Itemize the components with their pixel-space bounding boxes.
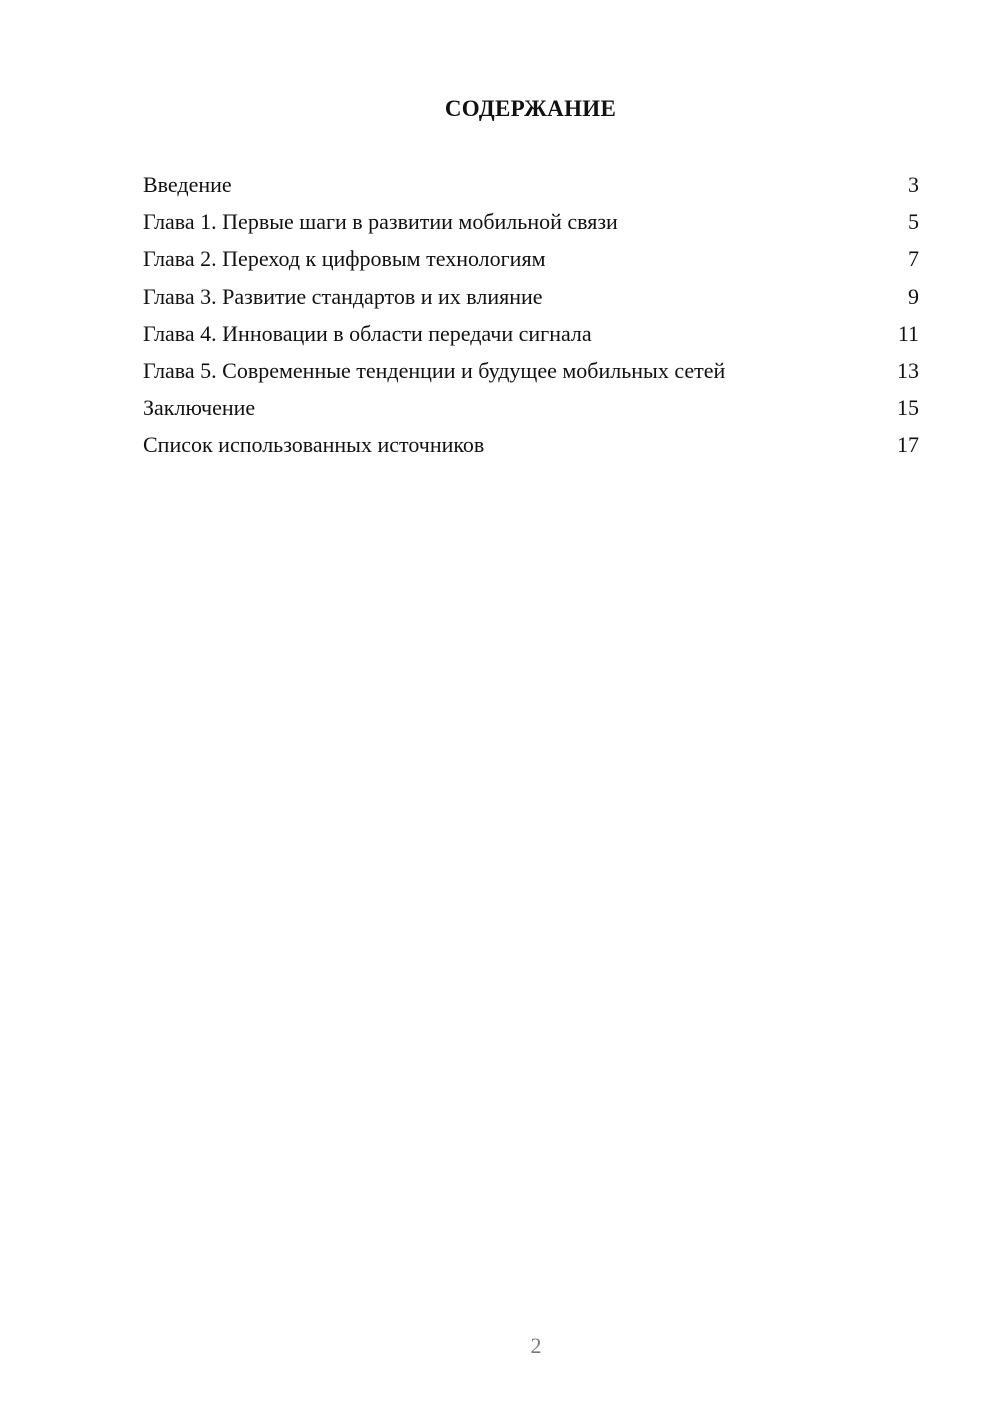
toc-title-container bbox=[143, 96, 918, 122]
table-of-contents bbox=[143, 170, 919, 468]
toc-entry-page: 11 bbox=[897, 320, 919, 346]
toc-entry-page: 17 bbox=[897, 432, 919, 458]
toc-entry-conclusion bbox=[143, 393, 919, 430]
toc-entry-references bbox=[143, 430, 919, 467]
toc-entry-label: Глава 5. Современные тенденции и будущее мобильных сетей bbox=[143, 357, 726, 383]
toc-entry-label: Список использованных источников bbox=[143, 432, 485, 458]
toc-entry-introduction bbox=[143, 170, 919, 207]
toc-entry-label: Глава 1. Первые шаги в развитии мобильной связи bbox=[143, 209, 618, 235]
toc-entry-chapter-5 bbox=[143, 356, 919, 393]
toc-entry-page: 13 bbox=[897, 357, 919, 383]
toc-entry-page: 3 bbox=[908, 172, 919, 197]
toc-entry-chapter-3 bbox=[143, 282, 919, 319]
toc-entry-label: Введение bbox=[143, 172, 232, 197]
toc-entry-page: 15 bbox=[897, 395, 919, 421]
toc-entry-page: 5 bbox=[908, 209, 919, 235]
toc-entry-label: Глава 2. Переход к цифровым технологиям bbox=[143, 246, 546, 272]
toc-title: СОДЕРЖАНИЕ bbox=[444, 96, 617, 121]
toc-entry-label: Заключение bbox=[143, 395, 256, 421]
toc-entry-label: Глава 4. Инновации в области передачи сигнала bbox=[143, 320, 592, 346]
page-number: 2 bbox=[530, 1333, 542, 1358]
toc-entry-chapter-2 bbox=[143, 244, 919, 281]
toc-entry-chapter-4 bbox=[143, 319, 919, 356]
toc-entry-label: Глава 3. Развитие стандартов и их влияние bbox=[143, 283, 543, 309]
toc-entry-chapter-1 bbox=[143, 207, 919, 244]
toc-entry-page: 9 bbox=[908, 283, 919, 309]
toc-entry-page: 7 bbox=[908, 246, 919, 272]
